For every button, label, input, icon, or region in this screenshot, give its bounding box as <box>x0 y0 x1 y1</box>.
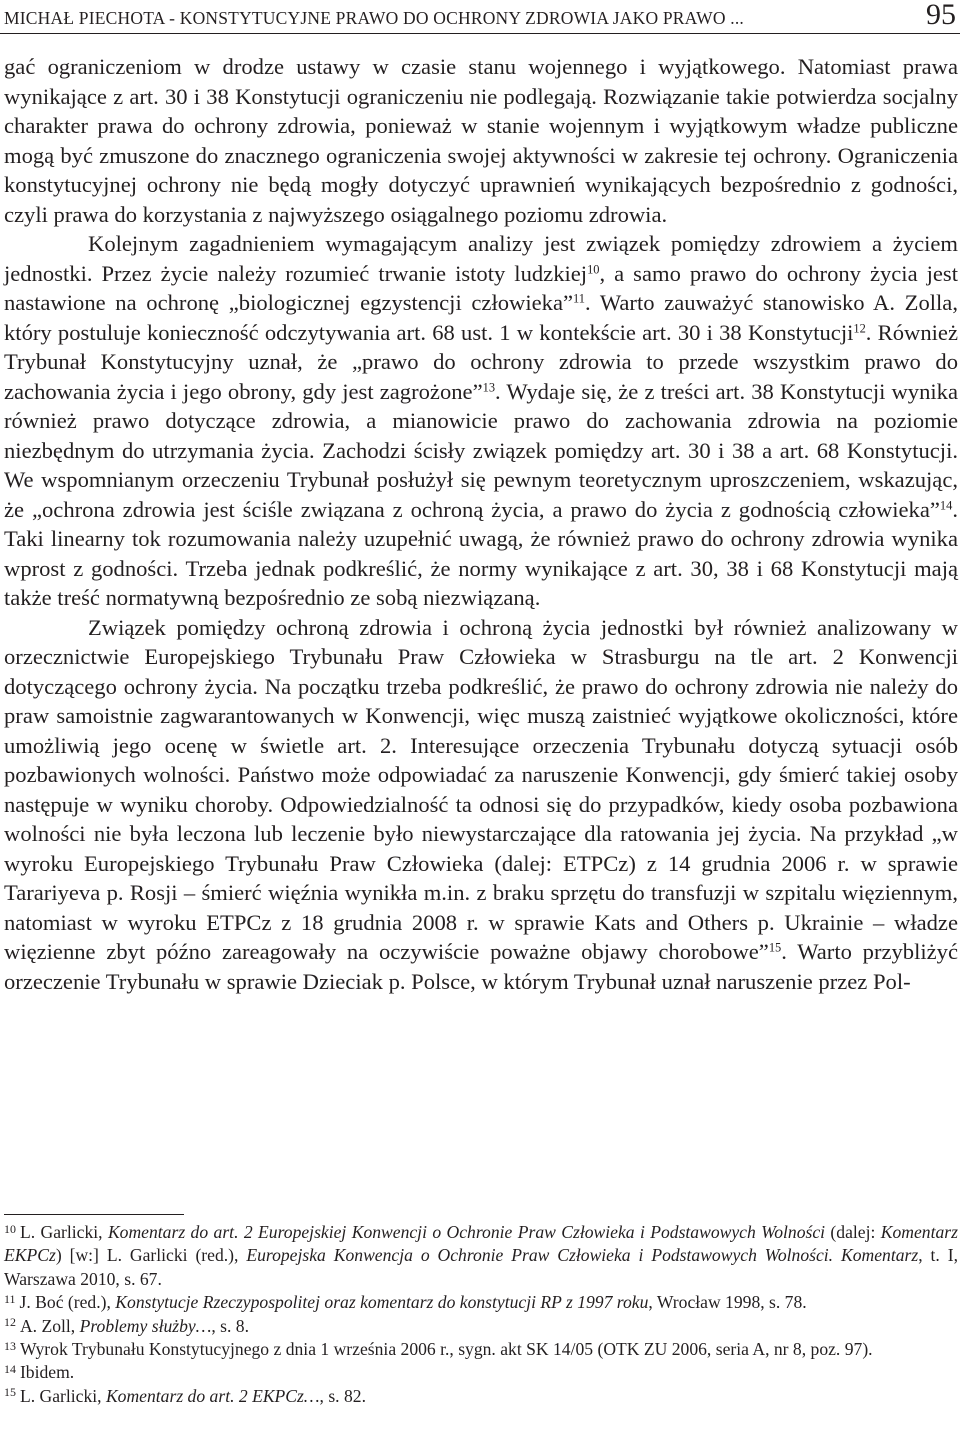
text-run: A. Zoll, <box>19 1315 80 1336</box>
text-run: , s. 8. <box>211 1315 249 1336</box>
footnote-number: 10 <box>4 1221 16 1236</box>
italic-text: Komentarz do art. 2 EKPCz… <box>105 1385 320 1406</box>
text-run: Ibidem. <box>19 1362 75 1383</box>
text-run: , t. I, Warszawa 2010, s. 67. <box>4 1245 958 1289</box>
footnote <box>4 1338 958 1361</box>
footnote-reference: 15 <box>768 940 782 955</box>
text-run: J. Boć (red.), <box>19 1292 116 1313</box>
text-run: , a samo prawo do ochrony życia jest nastawione na ochronę „biologicznej egzystencji człowieka” <box>4 260 958 315</box>
paragraph <box>4 613 958 997</box>
text-run: . Warto przybliżyć orzeczenie Trybunału w sprawie Dzieciak p. Polsce, w którym Trybunał uznał naruszenie przez Pol- <box>4 939 958 994</box>
footnotes <box>4 1221 958 1408</box>
italic-text: Komentarz do art. 2 Europejskiej Konwencji o Ochronie Praw Człowieka i Podstawowych Wolności <box>107 1222 826 1242</box>
italic-text: Europejska Konwencja o Ochronie Praw Człowieka i Podstawowych Wolności. Komentarz <box>246 1245 919 1266</box>
footnote-number: 15 <box>4 1385 16 1400</box>
text-run: (dalej: <box>825 1222 881 1242</box>
footnote <box>4 1221 958 1291</box>
text-run: Związek pomiędzy ochroną zdrowia i ochroną życia jednostki był również analizowany w orzecznictwie Europejskiego Trybunału Praw Człowieka w Strasburgu na tle art. 2 Konwencji dotyczącego ochrony życia. Na początku trzeba podkreślić, że prawo do ochrony zdrowia nie należy do praw samoistnie zagwarantowanych w Konwencji, więc muszą zaistnieć wyjątkowe okoliczności, które umożliwią jego ocenę w świetle art. 2. Interesujące orzeczenia Trybunału dotyczą sytuacji osób pozbawionych wolności. Państwo może odpowiadać za naruszenie Konwencji, gdy śmierć takiej osoby następuje w wyniku choroby. Odpowiedzialność ta odnosi się do przypadków, kiedy osoba pozbawiona wolności nie była leczona lub leczenie było niewystarczające dla ratowania jej życia. Na przykład „w wyroku Europejskiego Trybunału Praw Człowieka (dalej: ETPCz) z 14 grudnia 2006 r. w sprawie Tarariyeva p. Rosji – śmierć więźnia wynikła m.in. z braku sprzętu do transfuzji w szpitalu więziennym, natomiast w wyroku ETPCz z 18 grudnia 2008 r. w sprawie Kats and Others p. Ukrainie – władze więzienne zbyt późno zareagowały na oczywiście poważne objawy chorobowe” <box>4 614 958 964</box>
footnote <box>4 1291 958 1314</box>
footnote-number: 11 <box>4 1291 16 1306</box>
text-run: L. Garlicki, <box>19 1222 108 1242</box>
header-rule <box>0 33 960 34</box>
text-run: . Warto zauważyć stanowisko A. Zolla, który postuluje konieczność odczytywania art. 68 ust. 1 w kontekście art. 30 i 38 Konstytucji <box>4 290 958 345</box>
body-text <box>4 52 958 996</box>
footnote-reference: 12 <box>853 321 866 336</box>
text-run: Kolejnym zagadnieniem wymagającym analizy jest związek pomiędzy zdrowiem a życiem jednostki. Przez życie należy rozumieć trwanie istoty ludzkiej <box>4 231 958 286</box>
italic-text: Komentarz EKPCz <box>4 1222 958 1266</box>
text-run: , s. 82. <box>319 1385 366 1406</box>
running-title: MICHAŁ PIECHOTA - KONSTYTUCYJNE PRAWO DO OCHRONY ZDROWIA JAKO PRAWO ... <box>4 8 744 28</box>
text-run: ) [w:] L. Garlicki (red.), <box>55 1245 247 1266</box>
footnote-separator <box>4 1214 184 1215</box>
paragraph <box>4 52 958 229</box>
footnote <box>4 1385 958 1408</box>
footnote-reference: 10 <box>587 262 600 277</box>
text-run: gać ograniczeniom w drodze ustawy w czasie stanu wojennego i wyjątkowego. Natomiast prawa wynikające z art. 30 i 38 Konstytucji ograniczeniu nie podlegają. Rozwiązanie takie potwierdza socjalny charakter prawa do ochrony zdrowia, ponieważ w stanie wojennym i wyjątkowym władze publiczne mogą być zmuszone do znacznego ograniczenia swojej aktywności w zakresie tej ochrony. Ograniczenia konstytucyjnej ochrony nie będą mogły dotyczyć uprawnień wynikających bezpośrednio z godności, czyli prawa do korzystania z najwyższego osiągalnego poziomu zdrowia. <box>4 54 958 227</box>
paragraph <box>4 229 958 613</box>
footnote-reference: 14 <box>939 498 953 513</box>
text-run: Wyrok Trybunału Konstytucyjnego z dnia 1 września 2006 r., sygn. akt SK 14/05 (OTK ZU 2006, seria A, nr 8, poz. 97). <box>19 1339 873 1360</box>
footnote-reference: 13 <box>482 380 496 395</box>
footnote <box>4 1361 958 1384</box>
text-run: , Wrocław 1998, s. 78. <box>648 1292 807 1313</box>
footnote-number: 14 <box>4 1362 16 1377</box>
footnote <box>4 1315 958 1338</box>
page-number: 95 <box>926 0 956 31</box>
text-run: . Taki linearny tok rozumowania należy uzupełnić uwagą, że również prawo do ochrony zdrowia wynika wprost z godności. Trzeba jednak podkreślić, że normy wynikające z art. 30, 38 i 68 Konstytucji mają także treść normatywną bezpośrednio ze sobą niezwiązaną. <box>4 496 958 610</box>
footnote-reference: 11 <box>573 291 585 306</box>
text-run: . Również Trybunał Konstytucyjny uznał, że „prawo do ochrony zdrowia to przede wszystkim prawo do zachowania życia i jego obrony, gdy jest zagrożone” <box>4 319 958 404</box>
running-header <box>0 0 960 36</box>
footnote-number: 13 <box>4 1338 16 1353</box>
text-run: L. Garlicki, <box>19 1385 106 1406</box>
italic-text: Problemy służby… <box>79 1315 212 1336</box>
footnote-number: 12 <box>4 1315 16 1330</box>
text-run: . Wydaje się, że z treści art. 38 Konstytucji wynika również prawo dotyczące zdrowia, a mianowicie prawo do zachowania zdrowia na poziomie niezbędnym do utrzymania życia. Zachodzi ścisły związek pomiędzy art. 30 i 38 a art. 68 Konstytucji. We wspomnianym orzeczeniu Trybunał posłużył się pewnym teoretycznym uproszczeniem, wskazując, że „ochrona zdrowia jest ściśle związana z ochroną życia, a prawo do życia z godnością człowieka” <box>4 378 959 522</box>
italic-text: Konstytucje Rzeczypospolitej oraz komentarz do konstytucji RP z 1997 roku <box>115 1292 649 1313</box>
